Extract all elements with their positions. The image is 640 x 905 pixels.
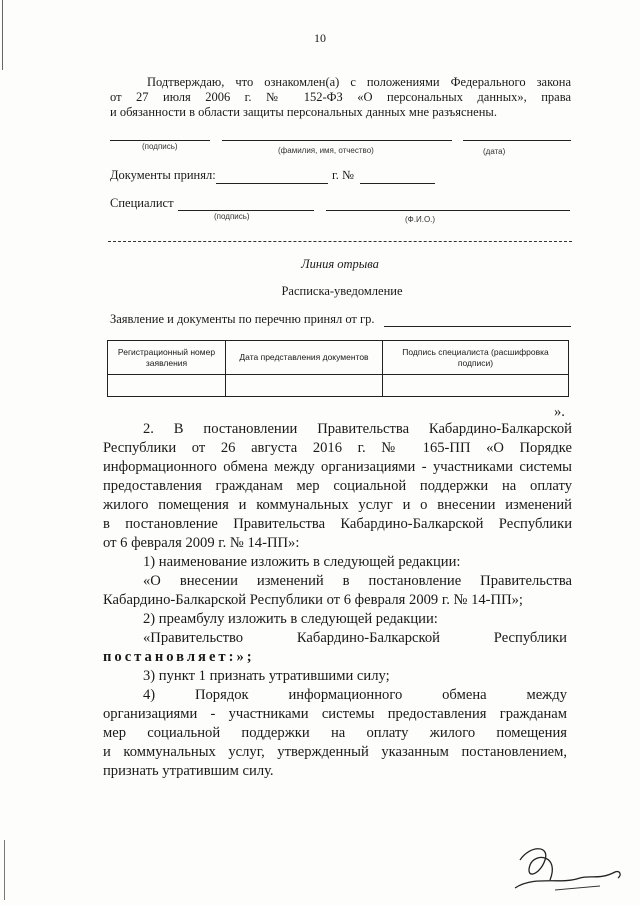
specialist-label: Специалист (110, 196, 174, 210)
specialist-fio-line[interactable] (326, 210, 570, 211)
consent-line-3: и обязанности в области защиты персональных данных мне разъяснены. (110, 105, 497, 119)
docs-accepted-label: Документы принял: (110, 168, 216, 182)
tear-line (108, 241, 572, 242)
signature-caption: (подпись) (142, 142, 178, 151)
consent-line-2: от 27 июля 2006 г. № 152-ФЗ «О персональных данных», права (110, 90, 571, 104)
item-4-line-1: 4) Порядок информационного обмена между (143, 687, 567, 703)
handwritten-signature (490, 840, 630, 900)
receipt-title: Расписка-уведомление (281, 284, 403, 298)
specialist-signature-line[interactable] (178, 210, 314, 211)
item-1: 1) наименование изложить в следующей редакции: (143, 554, 461, 570)
quote-2-line-1: «Правительство Кабардино-Балкарской Республики (143, 630, 567, 646)
col-specialist-signature: Подпись специалиста (расшифровка подписи) (383, 341, 569, 375)
quote-1-line-1: «О внесении изменений в постановление Правительства (143, 573, 572, 589)
fio-caption: (фамилия, имя, отчество) (278, 146, 374, 155)
closing-quote: ». (554, 404, 565, 420)
specialist-signature-caption: (подпись) (214, 212, 250, 221)
item-4-line-2: организациями - участниками системы предоставления гражданам (103, 706, 567, 722)
specialist-fio-caption: (Ф.И.О.) (405, 215, 436, 224)
p2-line-6: в постановление Правительства Кабардино-Балкарской Республики (103, 516, 572, 532)
quote-2-line-2: постановляет:»; (103, 649, 255, 665)
item-3: 3) пункт 1 признать утратившими силу; (143, 668, 390, 684)
tear-line-label: Линия отрыва (301, 257, 379, 271)
p2-line-3: информационного обмена между организациями - участниками системы (103, 459, 572, 475)
registration-table (107, 340, 569, 397)
cell-submit-date[interactable] (226, 375, 383, 397)
page-number: 10 (314, 31, 326, 45)
item-4-line-4: и коммунальных услуг, утвержденный указанным постановлением, (103, 744, 567, 760)
item-2: 2) преамбулу изложить в следующей редакции: (143, 611, 438, 627)
col-reg-number: Регистрационный номер заявления (108, 341, 226, 375)
quote-1-line-2: Кабардино-Балкарской Республики от 6 февраля 2009 г. № 14-ПП»; (103, 592, 523, 608)
cell-specialist-signature[interactable] (383, 375, 569, 397)
receipt-text: Заявление и документы по перечню принял от гр. (110, 312, 375, 326)
table-row (108, 375, 569, 397)
docs-number-line[interactable] (360, 183, 435, 184)
p2-line-2: Республики от 26 августа 2016 г. № 165-ПП «О Порядке (103, 440, 572, 456)
date-caption: (дата) (483, 147, 506, 156)
item-4-line-5: признать утратившим силу. (103, 763, 274, 779)
p2-line-7: от 6 февраля 2009 г. № 14-ПП»: (103, 535, 300, 551)
p2-line-4: предоставления гражданам мер социальной поддержки на оплату (103, 478, 572, 494)
p2-line-1: 2. В постановлении Правительства Кабардино-Балкарской (143, 421, 572, 437)
receipt-name-line[interactable] (384, 326, 571, 327)
date-line[interactable] (463, 140, 571, 141)
consent-line-1: Подтверждаю, что ознакомлен(а) с положениями Федерального закона (147, 75, 571, 89)
table-header-row (108, 341, 569, 375)
cell-reg-number[interactable] (108, 375, 226, 397)
fio-line[interactable] (222, 140, 452, 141)
item-4-line-3: мер социальной поддержки на оплату жилого помещения (103, 725, 567, 741)
scan-edge-mark-bottom (4, 840, 5, 900)
docs-date-line[interactable] (216, 183, 328, 184)
signature-line[interactable] (110, 140, 210, 141)
col-submit-date: Дата представления документов (226, 341, 383, 375)
p2-line-5: жилого помещения и коммунальных услуг и о внесении изменений (103, 497, 572, 513)
docs-year-mark: г. № (332, 168, 354, 182)
scan-edge-mark-top (2, 0, 3, 70)
